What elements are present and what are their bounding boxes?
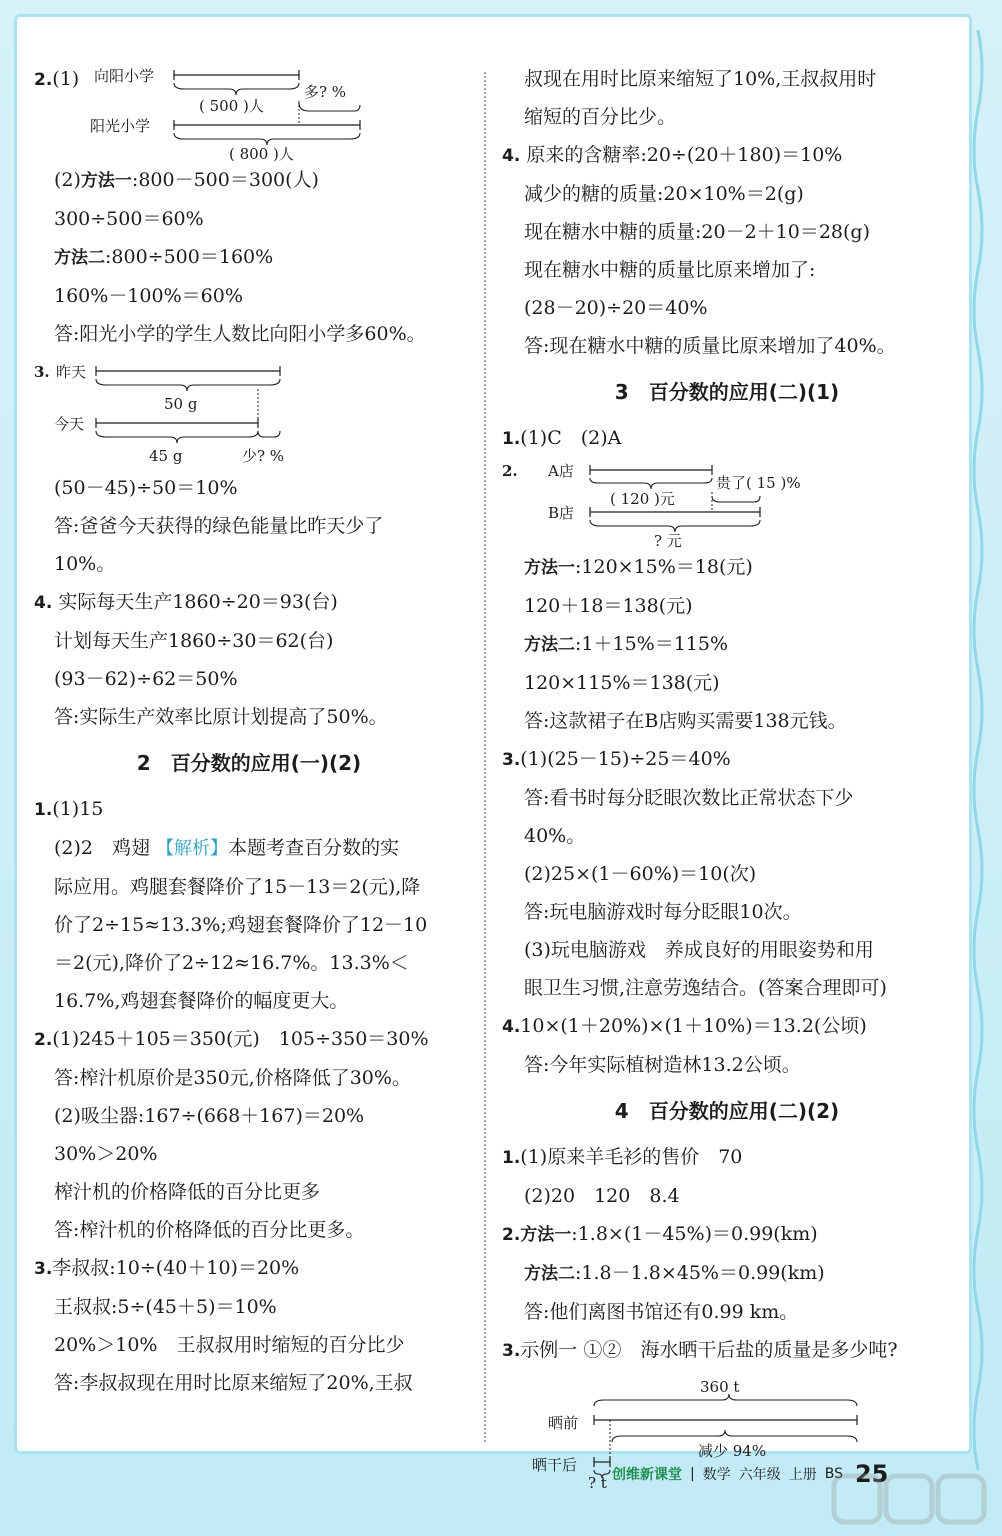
s4q3-diag-b-name: 晒干后 [532, 1456, 578, 1474]
page-number: 25 [854, 1460, 889, 1488]
q2-diagram [34, 61, 454, 161]
s3q2-diag-a-value: ( 120 )元 [610, 490, 675, 508]
q3-answer-1: 答:爸爸今天获得的绿色能量比昨天少了 [54, 515, 384, 537]
watermark-logo-icon [830, 1470, 990, 1534]
s2q1-line-5: ＝2(元),降价了2÷12≈16.7%。13.3%＜ [54, 952, 409, 974]
s3q3-line-5: 答:玩电脑游戏时每分眨眼10次。 [524, 901, 802, 923]
q4-answer: 答:实际生产效率比原计划提高了50%。 [54, 706, 388, 728]
wave-border-decoration [968, 30, 988, 1470]
s2q1-line-2: (2)2 鸡翅 【解析】本题考查百分数的实 [54, 837, 400, 859]
r-continue-2: 缩短的百分比少。 [524, 106, 677, 128]
s3q4-answer: 答:今年实际植树造林13.2公顷。 [524, 1054, 801, 1076]
section-4-title: 4 百分数的应用(二)(2) [614, 1099, 840, 1123]
s4q3-diag-top-value: 360 t [700, 1378, 740, 1396]
q3-diag-b-name: 今天 [54, 415, 85, 433]
q2-line-4: 160%－100%＝60% [54, 285, 243, 307]
s2q2-line-1: 2.(1)245＋105＝350(元) 105÷350＝30% [34, 1028, 429, 1050]
s3q3-line-3: 40%。 [524, 825, 586, 847]
s3q2-line-4: 120×115%＝138(元) [524, 672, 720, 694]
s4q2-line-1: 2.方法一:1.8×(1－45%)＝0.99(km) [502, 1223, 818, 1245]
left-column [34, 60, 464, 1402]
s4q3-diag-q: ? t [588, 1474, 607, 1490]
s2q2-line-2: 答:榨汁机原价是350元,价格降低了30%。 [54, 1067, 411, 1089]
s4q3-diag-a-name: 晒前 [548, 1414, 579, 1432]
q2-diag-a-name: 向阳小学 [94, 67, 155, 85]
q2-answer: 答:阳光小学的学生人数比向阳小学多60%。 [54, 323, 426, 345]
s3q3-line-1: 3.(1)(25－15)÷25＝40% [502, 748, 731, 770]
section-2-title: 2 百分数的应用(一)(2) [136, 751, 362, 775]
s3q3-line-6: (3)玩电脑游戏 养成良好的用眼姿势和用 [524, 939, 874, 961]
q2-line-3: 方法二:800÷500＝160% [54, 246, 274, 268]
s2q3-line-2: 王叔叔:5÷(45＋5)＝10% [54, 1296, 277, 1318]
q3-diag-a-name: 昨天 [56, 363, 87, 381]
rq4-line-4: 现在糖水中糖的质量比原来增加了: [524, 259, 816, 281]
right-column [502, 60, 952, 1490]
s3q3-line-7: 眼卫生习惯,注意劳逸结合。(答案合理即可) [524, 977, 887, 999]
s2q1-line-6: 16.7%,鸡翅套餐降价的幅度更大。 [54, 990, 349, 1012]
s3q2-line-2: 120＋18＝138(元) [524, 595, 693, 617]
q2-line-1: (2)方法一:800－500＝300(人) [54, 169, 319, 191]
s3q2-diag-a-name: A店 [548, 462, 574, 480]
s3q3-line-4: (2)25×(1－60%)＝10(次) [524, 863, 757, 885]
q3-diag-less: 少? % [242, 447, 285, 465]
q2-line-2: 300÷500＝60% [54, 208, 204, 230]
footer-brand: 创维新课堂 [612, 1467, 682, 1483]
rq4-line-5: (28－20)÷20＝40% [524, 297, 708, 319]
section-3-title: 3 百分数的应用(二)(1) [614, 380, 840, 404]
footer-term: 上册 [788, 1467, 817, 1483]
s3q2-diagram [502, 458, 922, 548]
s2q2-line-3: (2)吸尘器:167÷(668＋167)＝20% [54, 1105, 365, 1127]
s4q2-answer: 答:他们离图书馆还有0.99 km。 [524, 1301, 799, 1323]
r-continue-1: 叔现在用时比原来缩短了10%,王叔叔用时 [524, 68, 877, 90]
q3-answer-2: 10%。 [54, 553, 116, 575]
rq4-line-3: 现在糖水中糖的质量:20－2＋10＝28(g) [524, 221, 871, 243]
q3-line-1: (50－45)÷50＝10% [54, 477, 238, 499]
q2-diag-b-name: 阳光小学 [90, 117, 151, 135]
q4-line-3: (93－62)÷62＝50% [54, 668, 238, 690]
footer-edition: BS [824, 1466, 843, 1482]
rq4-answer: 答:现在糖水中糖的质量比原来增加了40%。 [524, 335, 896, 357]
s2q1-line-1: 1.(1)15 [34, 798, 104, 820]
footer-subject: 数学 [702, 1467, 731, 1483]
s3q2-line-3: 方法二:1＋15%＝115% [524, 633, 729, 655]
s3q2-answer: 答:这款裙子在B店购买需要138元钱。 [524, 710, 847, 732]
q3-diagram [34, 357, 454, 469]
q3-label: 3. [34, 363, 50, 381]
q2-diag-a-value: ( 500 )人 [199, 97, 264, 115]
s3q2-diag-b-name: B店 [548, 504, 575, 522]
s3q2-label: 2. [502, 462, 518, 480]
rq4-line-2: 减少的糖的质量:20×10%＝2(g) [524, 183, 804, 205]
s3q3-line-2: 答:看书时每分眨眼次数比正常状态下少 [524, 787, 854, 809]
s2q3-answer: 答:李叔叔现在用时比原来缩短了20%,王叔 [54, 1372, 413, 1394]
s2q2-line-5: 榨汁机的价格降低的百分比更多 [54, 1181, 321, 1203]
s3q2-diag-b-value: ? 元 [654, 532, 682, 548]
q4-line-1: 4. 实际每天生产1860÷20＝93(台) [34, 591, 338, 613]
s4q2-line-2: 方法二:1.8－1.8×45%＝0.99(km) [524, 1262, 825, 1284]
rq4-line-1: 4. 原来的含糖率:20÷(20＋180)＝10% [502, 144, 843, 166]
s2q3-line-1: 3.李叔叔:10÷(40＋10)＝20% [34, 1257, 300, 1279]
s2q1-line-3: 际应用。鸡腿套餐降价了15－13＝2(元),降 [54, 876, 421, 898]
s2q2-line-4: 30%＞20% [54, 1143, 158, 1165]
q2-header: 2.(1) [34, 68, 80, 90]
footer-sep: | [690, 1466, 695, 1482]
analysis-tag: 【解析】 [156, 838, 229, 859]
s4q3-line-1: 3.示例一 ①② 海水晒干后盐的质量是多少吨? [502, 1339, 898, 1361]
s3q2-line-1: 方法一:120×15%＝18(元) [524, 556, 753, 578]
q4-line-2: 计划每天生产1860÷30＝62(台) [54, 630, 334, 652]
s3q1-line-1: 1.(1)C (2)A [502, 427, 622, 449]
q3-diag-b-value: 45 g [149, 447, 183, 465]
q3-diag-a-value: 50 g [164, 395, 198, 413]
q2-diag-b-value: ( 800 )人 [229, 145, 294, 161]
q2-diag-more: 多? % [304, 83, 347, 101]
s2q2-answer: 答:榨汁机的价格降低的百分比更多。 [54, 1219, 365, 1241]
s2q3-line-3: 20%＞10% 王叔叔用时缩短的百分比少 [54, 1334, 405, 1356]
s4q1-line-1: 1.(1)原来羊毛衫的售价 70 [502, 1146, 743, 1168]
s3q4-line-1: 4.10×(1＋20%)×(1＋10%)＝13.2(公顷) [502, 1015, 867, 1037]
s3q2-diag-more: 贵了( 15 )% [716, 474, 801, 492]
footer-grade: 六年级 [738, 1467, 781, 1483]
s4q1-line-2: (2)20 120 8.4 [524, 1185, 680, 1207]
s2q1-line-4: 价了2÷15≈13.3%;鸡翅套餐降价了12－10 [54, 914, 428, 936]
s4q3-diag-less: 减少 94% [698, 1442, 767, 1460]
column-divider [484, 72, 486, 1442]
